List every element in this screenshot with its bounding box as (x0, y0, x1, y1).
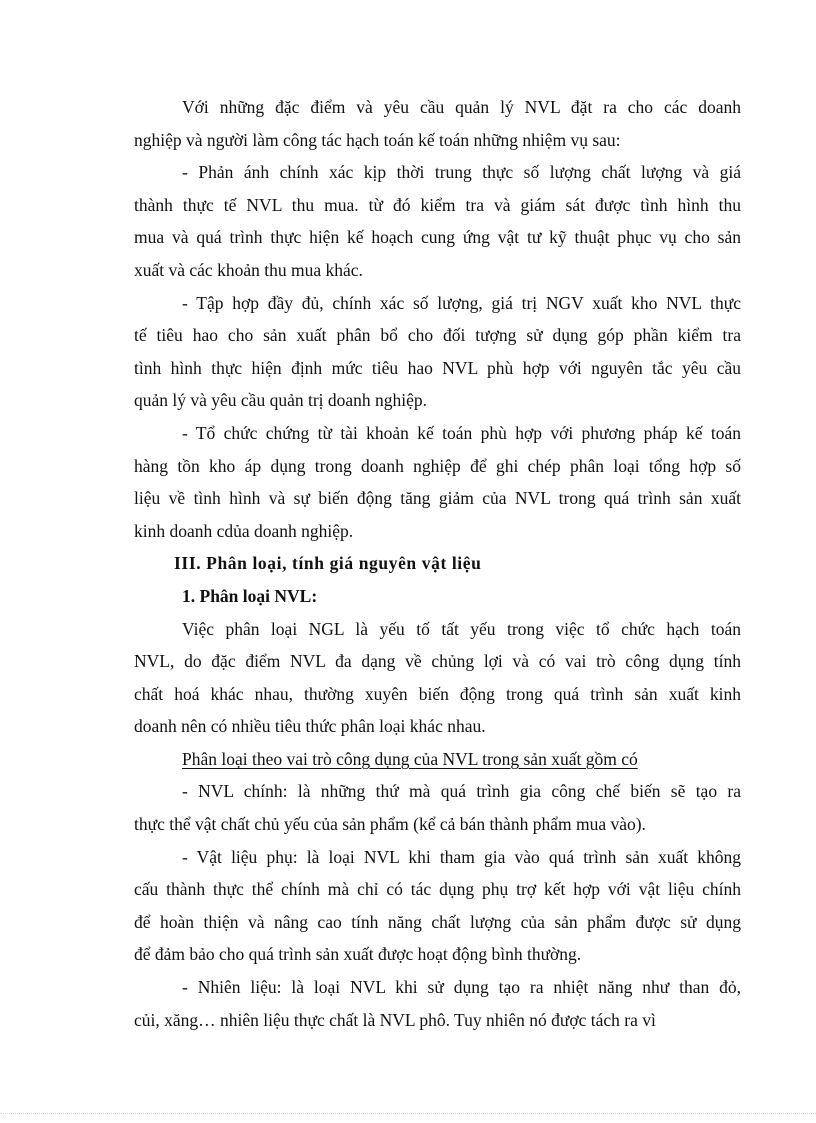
paragraph-line: để hoàn thiện và nâng cao tính năng chất lượng của sản phẩm được sử dụng (134, 911, 741, 932)
paragraph-line: nghiệp và người làm công tác hạch toán kế toán những nhiệm vụ sau: (134, 129, 621, 150)
paragraph-line: kinh doanh cdủa doanh nghiệp. (134, 520, 354, 541)
paragraph-line: mua và quá trình thực hiện kế hoạch cung ứng vật tư kỹ thuật phục vụ cho sản (134, 227, 741, 248)
paragraph-line: để đảm bảo cho quá trình sản xuất được hoạt động bình thường. (134, 944, 582, 965)
paragraph-line: doanh nên có nhiều tiêu thức phân loại khác nhau. (134, 716, 486, 737)
paragraph-line: Với những đặc điểm và yêu cầu quản lý NVL đặt ra cho các doanh (182, 97, 741, 117)
paragraph-line: tình hình thực hiện định mức tiêu hao NVL phù hợp với nguyên tắc yêu cầu (134, 357, 741, 378)
subsection-heading: 1. Phân loại NVL: (182, 585, 318, 606)
paragraph-line: - Tập hợp đầy đủ, chính xác số lượng, giá trị NGV xuất kho NVL thực (182, 292, 741, 313)
paragraph-line: hàng tồn kho áp dụng trong doanh nghiệp để ghi chép phân loại tổng hợp số (134, 455, 741, 476)
paragraph-line: - Phản ánh chính xác kịp thời trung thực số lượng chất lượng và giá (182, 162, 741, 183)
paragraph-line: - NVL chính: là những thứ mà quá trình gia công chế biến sẽ tạo ra (182, 781, 741, 802)
paragraph-line: cấu thành thực thể chính mà chỉ có tác dụng phụ trợ kết hợp với vật liệu chính (134, 879, 741, 900)
paragraph-line: thành thực tế NVL thu mua. từ đó kiểm tra và giám sát được tình hình thu (134, 194, 741, 215)
paragraph-line: Việc phân loại NGL là yếu tố tất yếu trong việc tổ chức hạch toán (182, 618, 741, 639)
underlined-subheading: Phân loại theo vai trò công dụng của NVL trong sản xuất gồm có (182, 748, 638, 769)
page-bottom-divider (0, 1113, 816, 1114)
paragraph-line: liệu về tình hình và sự biến động tăng giảm của NVL trong quá trình sản xuất (134, 488, 741, 509)
paragraph-line: - Nhiên liệu: là loại NVL khi sử dụng tạo ra nhiệt năng như than đỏ, (182, 977, 741, 998)
paragraph-line: chất hoá khác nhau, thường xuyên biến động trong quá trình sản xuất kinh (134, 683, 741, 704)
paragraph-line: NVL, do đặc điểm NVL đa dạng về chủng lợi và có vai trò công dụng tính (134, 651, 741, 672)
paragraph-line: tế tiêu hao cho sản xuất phân bổ cho đối tượng sử dụng góp phần kiểm tra (134, 325, 741, 346)
paragraph-line: thực thể vật chất chủ yếu của sản phẩm (kể cả bán thành phẩm mua vào). (134, 814, 646, 835)
paragraph-line: xuất và các khoản thu mua khác. (134, 259, 363, 280)
section-heading: III. Phân loại, tính giá nguyên vật liệu (174, 553, 482, 574)
paragraph-line: củi, xăng… nhiên liệu thực chất là NVL phô. Tuy nhiên nó được tách ra vì (134, 1009, 656, 1030)
paragraph-line: - Tổ chức chứng từ tài khoản kế toán phù hợp với phương pháp kế toán (182, 422, 741, 443)
paragraph-line: - Vật liệu phụ: là loại NVL khi tham gia vào quá trình sản xuất không (182, 846, 741, 867)
paragraph-line: quản lý và yêu cầu quản trị doanh nghiệp. (134, 390, 428, 411)
document-page (134, 91, 741, 1036)
